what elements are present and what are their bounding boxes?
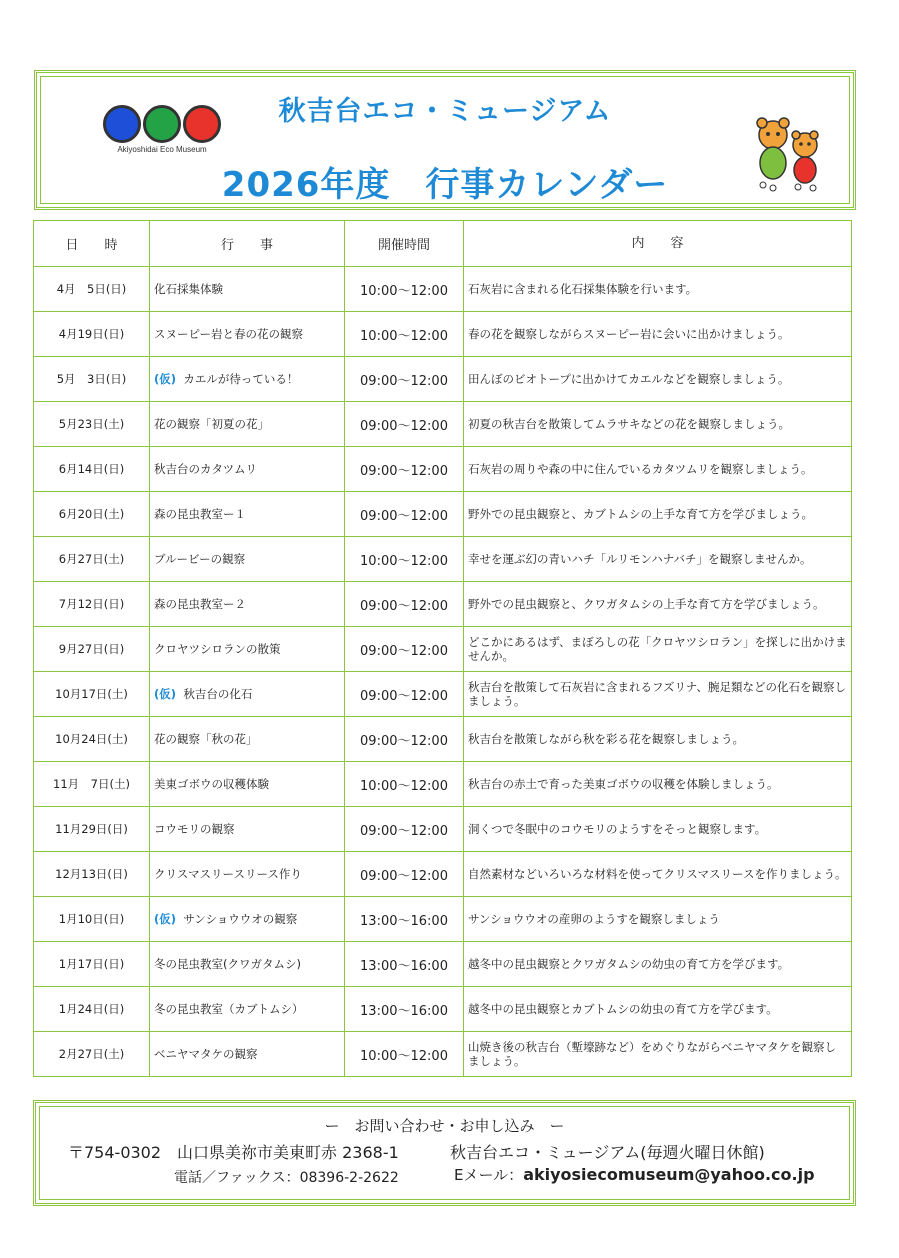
row-description: 石灰岩に含まれる化石採集体験を行います。 [464,267,852,312]
event-name: 化石採集体験 [154,282,223,296]
contact-phone-fax: 電話／ファックス：08396-2-2622 [174,1170,399,1186]
row-description: 秋吉台の赤土で育った美東ゴボウの収穫を体験しましょう。 [464,762,852,807]
museum-title: 秋吉台エコ・ミュージアム [278,96,612,127]
row-date: 5月23日(土) [34,402,150,447]
event-name: スヌーピー岩と春の花の観察 [154,327,304,341]
row-date: 5月 3日(日) [34,357,150,402]
row-event [150,1032,345,1077]
table-row [34,897,852,942]
event-name: サンショウウオの観察 [183,912,298,926]
table-row [34,852,852,897]
row-time: 09:00～12:00 [345,672,464,717]
event-name: クリスマスリースリース作り [154,867,302,881]
row-description: 秋吉台を散策しながら秋を彩る花を観察しましょう。 [464,717,852,762]
email-label: Eメール： [454,1166,524,1184]
contact-museum-name: 秋吉台エコ・ミュージアム(毎週火曜日休館) [450,1143,765,1162]
row-event [150,582,345,627]
table-row [34,627,852,672]
row-event [150,762,345,807]
event-name: 冬の昆虫教室（カブトムシ） [154,1002,304,1016]
row-event [150,672,345,717]
email-address[interactable]: akiyosiecomuseum@yahoo.co.jp [523,1165,815,1184]
row-event [150,357,345,402]
row-event [150,717,345,762]
row-date: 6月20日(土) [34,492,150,537]
event-name: 冬の昆虫教室(クワガタムシ) [154,957,301,971]
event-name: 美東ゴボウの収穫体験 [154,777,269,791]
table-row [34,942,852,987]
row-date: 10月24日(土) [34,717,150,762]
table-row [34,357,852,402]
row-event [150,627,345,672]
row-time: 10:00～12:00 [345,762,464,807]
row-date: 6月27日(土) [34,537,150,582]
row-description: 幸せを運ぶ幻の青いハチ「ルリモンハナバチ」を観察しませんか。 [464,537,852,582]
row-date: 7月12日(日) [34,582,150,627]
row-date: 9月27日(日) [34,627,150,672]
event-name: 花の観察「秋の花」 [154,732,258,746]
table-row [34,582,852,627]
row-event [150,492,345,537]
row-time: 09:00～12:00 [345,807,464,852]
row-description: 秋吉台を散策して石灰岩に含まれるフズリナ、腕足類などの化石を観察しましょう。 [464,672,852,717]
tentative-tag: (仮) [154,912,177,926]
table-row [34,402,852,447]
row-date: 6月14日(日) [34,447,150,492]
row-event [150,447,345,492]
table-row [34,492,852,537]
row-description: 自然素材などいろいろな材料を使ってクリスマスリースを作りましょう。 [464,852,852,897]
row-time: 09:00～12:00 [345,627,464,672]
row-date: 10月17日(土) [34,672,150,717]
row-event [150,807,345,852]
event-name: 秋吉台の化石 [183,687,253,701]
mascot-characters-icon [743,113,833,193]
row-date: 1月17日(日) [34,942,150,987]
table-row [34,267,852,312]
row-description: 田んぼのビオトープに出かけてカエルなどを観察しましょう。 [464,357,852,402]
row-time: 13:00～16:00 [345,942,464,987]
row-time: 09:00～12:00 [345,357,464,402]
row-time: 09:00～12:00 [345,402,464,447]
tentative-tag: (仮) [154,372,177,386]
event-name: 花の観察「初夏の花」 [154,417,269,431]
row-description: 春の花を観察しながらスヌーピー岩に会いに出かけましょう。 [464,312,852,357]
header-description: 内 容 [464,221,852,267]
table-row [34,1032,852,1077]
table-row [34,807,852,852]
contact-box [33,1100,856,1206]
table-header-row [34,221,852,267]
calendar-title: 2026年度 行事カレンダー [221,165,669,205]
header-banner [34,70,856,210]
contact-email [454,1164,815,1185]
contact-inner-border [39,1106,850,1200]
event-name: ブルービーの観察 [154,552,246,566]
row-date: 2月27日(土) [34,1032,150,1077]
header-time: 開催時間 [345,221,464,267]
row-description: 越冬中の昆虫観察とクワガタムシの幼虫の育て方を学びます。 [464,942,852,987]
row-description: 山焼き後の秋吉台（塹壕跡など）をめぐりながらベニヤマタケを観察しましょう。 [464,1032,852,1077]
event-name: ベニヤマタケの観察 [154,1047,258,1061]
row-event [150,312,345,357]
header-event: 行 事 [150,221,345,267]
row-time: 09:00～12:00 [345,717,464,762]
event-name: 森の昆虫教室ー２ [154,597,246,611]
row-time: 09:00～12:00 [345,447,464,492]
row-date: 12月13日(日) [34,852,150,897]
tentative-tag: (仮) [154,687,177,701]
row-date: 11月29日(日) [34,807,150,852]
header-date: 日 時 [34,221,150,267]
event-name: コウモリの観察 [154,822,235,836]
row-event [150,537,345,582]
row-time: 10:00～12:00 [345,267,464,312]
row-date: 1月24日(日) [34,987,150,1032]
row-event [150,897,345,942]
event-name: 秋吉台のカタツムリ [154,462,258,476]
row-event [150,942,345,987]
row-description: 越冬中の昆虫観察とカブトムシの幼虫の育て方を学びます。 [464,987,852,1032]
row-time: 09:00～12:00 [345,852,464,897]
row-description: どこかにあるはず、まぼろしの花「クロヤツシロラン」を探しに出かけませんか。 [464,627,852,672]
row-description: 野外での昆虫観察と、カブトムシの上手な育て方を学びましょう。 [464,492,852,537]
header-inner-border [40,76,850,204]
logo-text: Akiyoshidai Eco Museum [117,145,207,154]
row-event [150,852,345,897]
table-row [34,537,852,582]
row-date: 4月 5日(日) [34,267,150,312]
event-name: クロヤツシロランの散策 [154,642,281,656]
row-event [150,267,345,312]
row-date: 1月10日(日) [34,897,150,942]
row-description: 初夏の秋吉台を散策してムラサキなどの花を観察しましょう。 [464,402,852,447]
contact-address: 〒754-0302 山口県美祢市美東町赤 2368-1 [68,1143,399,1162]
row-time: 13:00～16:00 [345,897,464,942]
row-time: 10:00～12:00 [345,537,464,582]
table-row [34,672,852,717]
row-description: 洞くつで冬眠中のコウモリのようすをそっと観察します。 [464,807,852,852]
row-time: 09:00～12:00 [345,582,464,627]
row-time: 09:00～12:00 [345,492,464,537]
row-date: 11月 7日(土) [34,762,150,807]
event-calendar-table [33,220,852,1077]
row-description: 野外での昆虫観察と、クワガタムシの上手な育て方を学びましょう。 [464,582,852,627]
table-row [34,762,852,807]
contact-title: ー お問い合わせ・お申し込み ー [324,1117,565,1135]
row-date: 4月19日(日) [34,312,150,357]
row-time: 10:00～12:00 [345,1032,464,1077]
row-event [150,987,345,1032]
table-row [34,717,852,762]
row-description: サンショウウオの産卵のようすを観察しましょう [464,897,852,942]
table-row [34,987,852,1032]
row-time: 10:00～12:00 [345,312,464,357]
row-time: 13:00～16:00 [345,987,464,1032]
event-name: 森の昆虫教室ー１ [154,507,246,521]
row-description: 石灰岩の周りや森の中に住んでいるカタツムリを観察しましょう。 [464,447,852,492]
row-event [150,402,345,447]
event-name: カエルが待っている！ [183,372,299,386]
table-row [34,447,852,492]
table-row [34,312,852,357]
